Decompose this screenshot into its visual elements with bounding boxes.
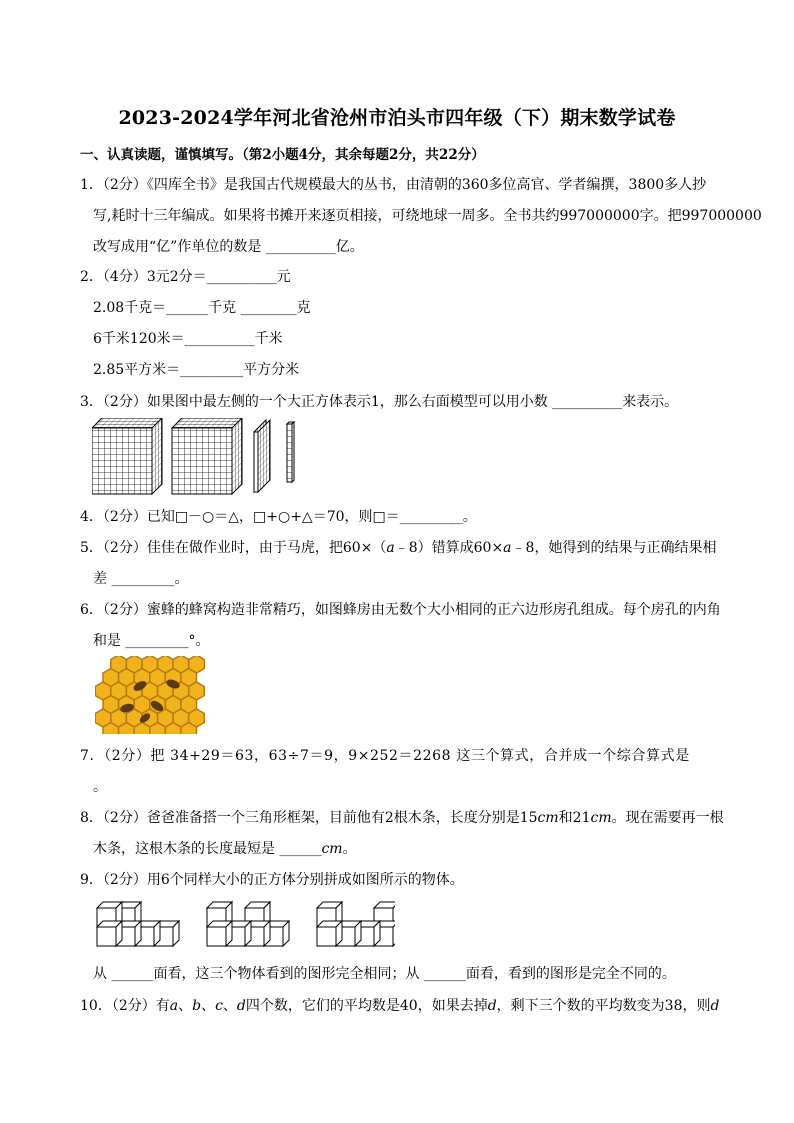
question-5-line-2 [93,569,188,589]
q3-text: 3．（2分）如果图中最左侧的一个大正方体表示1，那么右面模型可以用小数 [80,394,553,410]
question-6-line-2 [93,631,209,651]
question-7-line-1: 7．（2分）把 34+29＝63，63÷7＝9，9×252＝2268 这三个算式，合并成一个综合算式是 [80,748,690,764]
q4-answer-blank[interactable]: _________ [399,509,463,525]
solid-1 [97,902,179,946]
q1-text: 改写成用“亿”作单位的数是 [93,239,266,255]
q5-text-a: 5．（2分）佳佳在做作业时，由于马虎，把60×（ [80,540,387,556]
q2-unit-4: 千米 [254,331,283,347]
q9-text-b: 面看，这三个物体看到的图形完全相同；从 [153,966,424,982]
q3-cube-model-figure [92,418,302,496]
q10-var-c: c [215,998,223,1014]
q2-unit-3: 克 [296,300,311,316]
q5-var-a: a [386,540,395,556]
q2-blank-1[interactable]: __________ [206,269,277,285]
q5-var-a-2: a [503,540,512,556]
solid-3 [317,902,395,946]
question-1-line-1: 1．（2分）《四库全书》是我国古代规模最大的丛书，由清朝的360多位高官、学者编撰，3800多人抄 [80,177,707,193]
question-9-line-2 [93,964,676,984]
question-9-line-1: 9．（2分）用6个同样大小的正方体分别拼成如图所示的物体。 [80,872,464,888]
question-7-line-2: 。 [93,779,107,795]
q10-sep-1: 、 [178,998,193,1014]
q2-text: 2．（4分）3元2分＝ [80,269,207,285]
question-2-line-3 [93,329,283,349]
q8-text-a: 8．（2分）爸爸准备搭一个三角形框架，目前他有2根木条，长度分别是15 [80,810,538,826]
q10-var-b: b [192,998,202,1014]
question-3 [80,392,678,412]
flat-plate [254,420,270,492]
q8-text-b: 和21 [558,810,591,826]
q10-text-a: 10．（2分）有 [80,998,170,1014]
solid-2 [207,902,289,946]
q1-answer-blank[interactable]: __________ [265,239,336,255]
q2-blank-5[interactable]: _________ [180,362,244,378]
q2-blank-4[interactable]: __________ [184,331,255,347]
section-heading: 一、认真读题，谨慎填写。（第2小题4分，其余每题2分，共22分） [80,147,485,163]
q9-blank-1[interactable]: ______ [111,966,154,982]
q10-var-d-3: d [710,998,720,1014]
q8-unit-cm-2: cm [590,810,612,826]
q10-text-c: ，剩下三个数的平均数变为38，则 [496,998,711,1014]
question-2-line-2 [93,298,311,318]
small-rod [287,422,294,482]
question-2-line-4 [93,360,299,380]
q6-tail: °。 [188,633,210,649]
q2-blank-3[interactable]: ________ [240,300,297,316]
q8-text-c: 。现在需要再一根 [611,810,724,826]
question-5-line-1 [80,538,716,558]
question-10-line-1 [80,996,719,1016]
large-cube-1 [92,418,162,494]
q3-tail: 来表示。 [622,394,679,410]
q5-answer-blank[interactable]: _________ [111,571,175,587]
unit-cube-face [317,927,336,946]
question-2-line-1 [80,267,291,287]
question-8-line-2 [93,839,357,859]
q1-unit: 亿。 [335,239,364,255]
q10-text-b: 四个数，它们的平均数是40，如果去掉 [245,998,488,1014]
q10-var-d: d [236,998,246,1014]
unit-cube-face [374,902,395,908]
question-6-line-1: 6．（2分）蜜蜂的蜂窝构造非常精巧，如图蜂房由无数个大小相同的正六边形房孔组成。每个房孔的内角 [80,602,721,618]
q6-text: 和是 [93,633,126,649]
q2-text-3: 6千米120米＝ [93,331,185,347]
question-1-line-3 [93,237,364,257]
q10-var-d-2: d [487,998,497,1014]
q8-unit-cm-3: cm [321,841,343,857]
q9-tail: 面看，看到的图形是完全不同的。 [465,966,676,982]
q9-cube-solids-figure [95,898,395,954]
q10-var-a: a [169,998,179,1014]
q4-text: 4．（2分）已知□－○＝△，□+○+△＝70，则□＝ [80,509,400,525]
q5-text-c: ﹣8，她得到的结果与正确结果相 [511,540,717,556]
q9-blank-2[interactable]: ______ [423,966,466,982]
question-8-line-1 [80,808,724,828]
q8-answer-blank[interactable]: ______ [279,841,322,857]
honeycomb-image [95,656,207,734]
q2-unit-5: 平方分米 [243,362,300,378]
q8-unit-cm-1: cm [537,810,559,826]
question-1-line-2: 写,耗时十三年编成。如果将书摊开来逐页相接，可绕地球一周多。全书共约997000000字。把997000000 [93,208,762,224]
q10-sep-2: 、 [201,998,216,1014]
q10-sep-3: 、 [222,998,237,1014]
q5-text-d: 差 [93,571,112,587]
unit-cube-face [97,927,116,946]
question-4 [80,507,477,527]
q2-text-4: 2.85平方米＝ [93,362,181,378]
unit-cube-face [207,927,226,946]
large-cube-2 [172,418,242,494]
q4-tail: 。 [462,509,477,525]
q2-unit-2: 千克 [208,300,241,316]
q8-text-d: 木条，这根木条的长度最短是 [93,841,280,857]
honeycomb-cells [95,656,204,734]
q5-tail: 。 [174,571,189,587]
q5-text-b: ﹣8）错算成60× [394,540,504,556]
q2-text-2: 2.08千克＝ [93,300,167,316]
q2-unit-1: 元 [276,269,291,285]
q3-answer-blank[interactable]: __________ [552,394,623,410]
q8-tail: 。 [342,841,357,857]
q9-text-a: 从 [93,966,112,982]
q6-answer-blank[interactable]: _________ [125,633,189,649]
q2-blank-2[interactable]: ______ [166,300,209,316]
page-title: 2023-2024学年河北省沧州市泊头市四年级（下）期末数学试卷 [118,107,676,129]
